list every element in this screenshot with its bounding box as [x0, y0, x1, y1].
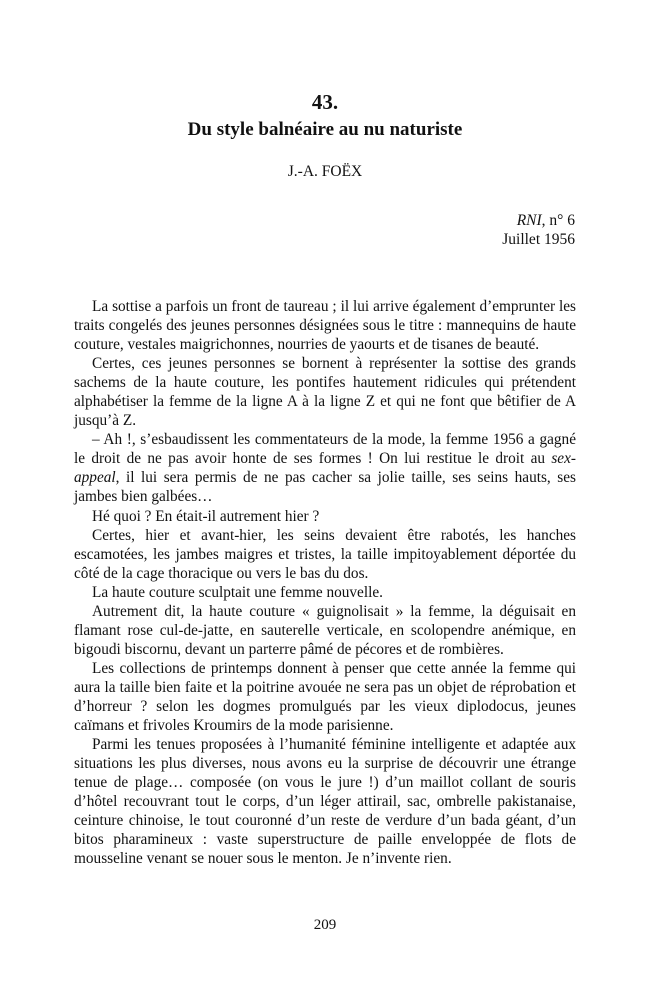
- emphasized-term: sex-appeal: [74, 450, 576, 487]
- chapter-number: 43.: [311, 90, 339, 114]
- paragraph: Autrement dit, la haute couture « guignolisait » la femme, la déguisait en flamant rose cul-de-jatte, en sauterelle verticale, en scolopendre anémique, en bigoudi biscornu, devant un parterre pâmé de pécores et de rombières.: [74, 602, 576, 658]
- paragraph: Certes, hier et avant-hier, les seins devaient être rabotés, les hanches escamotées, les jambes maigres et tristes, la taille impitoyablement déportée du côté de la cage thoracique ou vers le bas du dos.: [74, 526, 576, 582]
- article-body: [74, 297, 576, 868]
- source-date: Juillet 1956: [502, 231, 575, 248]
- paragraph: Parmi les tenues proposées à l’humanité féminine intelligente et adaptée aux situations les plus diverses, nous avons eu la surprise de découvrir une étrange tenue de plage… composée (on vous le jure !) d’un maillot collant de souris d’hôtel recouvrant tout le corps, d’un léger attirail, sac, ombrelle pakistanaise, ceinture chinoise, le tout couronné d’un reste de verdure d’un bada géant, d’un bitos pharamineux : vaste superstructure de paille enveloppée de flots de mousseline venant se nouer sous le menton. Je n’invente rien.: [74, 736, 576, 868]
- paragraph-text: , il lui sera permis de ne pas cacher sa jolie taille, ses seins hauts, ses jambes bien galbées…: [74, 469, 576, 506]
- source-issue-line: [502, 211, 575, 230]
- page-number: 209: [313, 917, 337, 933]
- paragraph: Hé quoi ? En était-il autrement hier ?: [92, 507, 320, 525]
- source-issue: , n° 6: [541, 212, 575, 229]
- paragraph: La haute couture sculptait une femme nouvelle.: [92, 583, 383, 601]
- paragraph: La sottise a parfois un front de taureau ; il lui arrive également d’emprunter les traits congelés des jeunes personnes désignées sous le titre : mannequins de haute couture, vestales maigrichonnes, nourries de yaourts et de tisanes de beauté.: [74, 298, 576, 354]
- paragraph: Les collections de printemps donnent à penser que cette année la femme qui aura la taille bien faite et la poitrine avouée ne sera pas un objet de réprobation et d’horreur ? selon les dogmes promulgués par les vieux diplodocus, jeunes caïmans et frivoles Kroumirs de la mode parisienne.: [74, 659, 576, 735]
- paragraph-text: – Ah !, s’esbaudissent les commentateurs de la mode, la femme 1956 a gagné le droit de ne pas avoir honte de ses formes ! On lui restitue le droit au: [74, 431, 576, 468]
- chapter-title: Du style balnéaire au nu naturiste: [187, 119, 463, 140]
- chapter-author: J.-A. FOËX: [287, 163, 363, 180]
- source-reference: [502, 211, 575, 249]
- paragraph: Certes, ces jeunes personnes se bornent à représenter la sottise des grands sachems de la haute couture, les pontifes hautement ridicules qui prétendent alphabétiser la femme de la ligne A à la ligne Z et qui ne font que bêtifier de A jusqu’à Z.: [74, 355, 576, 430]
- source-journal: RNI: [516, 212, 542, 229]
- paragraph: [74, 430, 576, 506]
